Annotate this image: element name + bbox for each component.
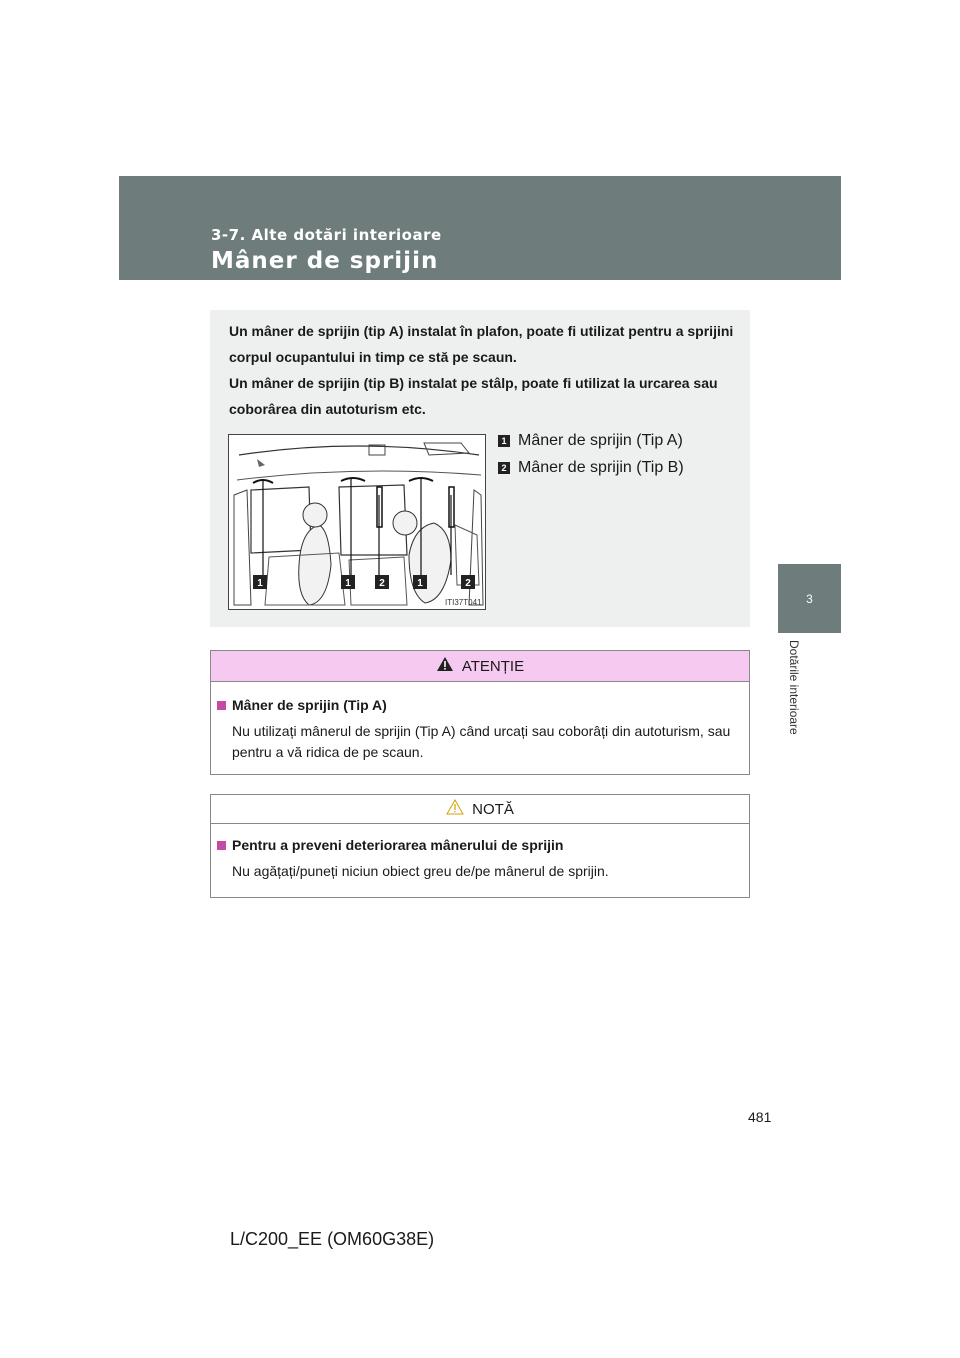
bullet-square-icon: [217, 841, 226, 850]
warning-title-text: Mâner de sprijin (Tip A): [232, 697, 387, 713]
intro-box: [210, 310, 750, 627]
warning-icon: [436, 656, 454, 676]
warning-box: [210, 650, 750, 775]
callout-1b: [341, 575, 355, 589]
chapter-label: Dotările interioare: [787, 640, 801, 735]
note-title: [217, 837, 563, 853]
bullet-square-icon: [217, 701, 226, 710]
legend-badge-2: 2: [498, 462, 510, 474]
legend-item-1: [498, 432, 683, 450]
warning-body: Nu utilizați mânerul de sprijin (Tip A) când urcați sau coborâți din autoturism, sau pentru a vă ridica de pe scaun.: [232, 723, 731, 760]
page-title: Mâner de sprijin: [211, 248, 439, 274]
note-title-text: Pentru a preveni deteriorarea mânerului de sprijin: [232, 837, 564, 853]
legend-item-2: [498, 459, 684, 477]
legend-label-2: Mâner de sprijin (Tip B): [518, 459, 684, 476]
legend-label-1: Mâner de sprijin (Tip A): [518, 432, 683, 449]
warning-header: [211, 651, 749, 682]
car-interior-illustration: [229, 435, 485, 609]
note-body: Nu agățați/puneți niciun obiect greu de/pe mânerul de sprijin.: [232, 863, 609, 879]
warning-heading: ATENȚIE: [461, 657, 525, 675]
caution-outline-icon: [446, 799, 464, 819]
intro-paragraph-2: Un mâner de sprijin (tip B) instalat pe stâlp, poate fi utilizat la urcarea sau coborârea din autoturism etc.: [229, 375, 718, 417]
intro-paragraph-1: Un mâner de sprijin (tip A) instalat în plafon, poate fi utilizat pentru a sprijini corpul ocupantului in timp ce stă pe scaun.: [229, 323, 734, 365]
svg-text:2: 2: [379, 578, 385, 589]
callout-1a: [253, 575, 267, 589]
svg-text:2: 2: [465, 578, 471, 589]
svg-text:1: 1: [345, 578, 351, 589]
warning-title: [217, 697, 387, 713]
svg-text:1: 1: [417, 578, 423, 589]
svg-text:1: 1: [257, 578, 263, 589]
note-header: [211, 795, 749, 824]
callout-2a: [375, 575, 389, 589]
page-number: 481: [748, 1109, 772, 1125]
footer-code: L/C200_EE (OM60G38E): [230, 1229, 435, 1249]
callout-2b: [461, 575, 475, 589]
note-box: [210, 794, 750, 898]
chapter-number: 3: [806, 591, 813, 606]
callout-1c: [413, 575, 427, 589]
car-interior-figure: [228, 434, 486, 610]
section-label: 3-7. Alte dotări interioare: [211, 226, 442, 244]
note-heading: NOTĂ: [472, 800, 514, 818]
legend-badge-1: 1: [498, 435, 510, 447]
chapter-tab[interactable]: [778, 564, 841, 633]
figure-code: ITI37T041: [445, 598, 482, 607]
